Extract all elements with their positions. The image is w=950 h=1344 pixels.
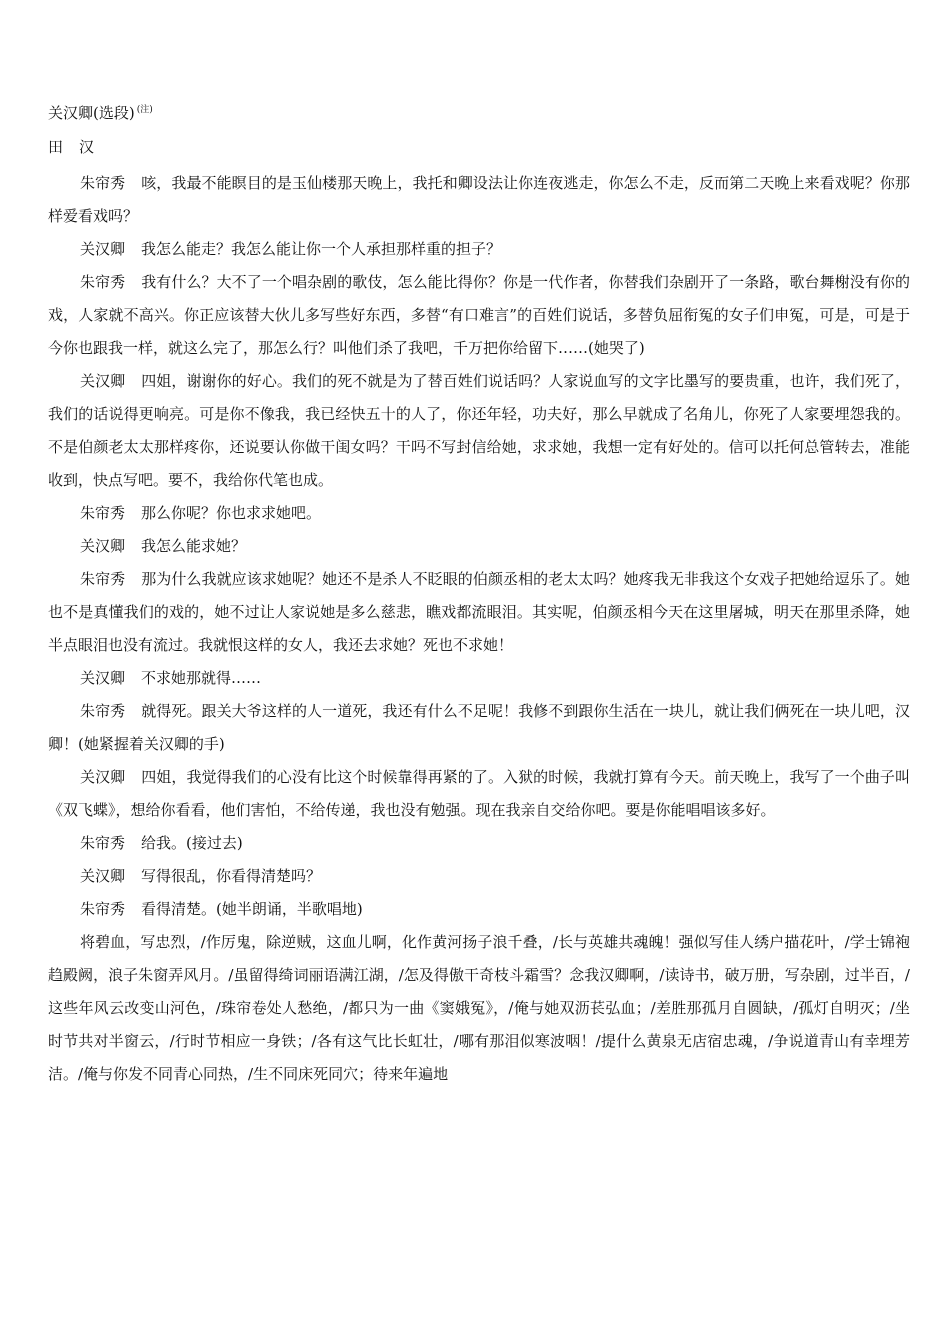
speaker-name: 朱帘秀 bbox=[80, 504, 126, 522]
document-title bbox=[48, 96, 910, 127]
dialogue-line bbox=[48, 662, 910, 695]
speaker-name: 关汉卿 bbox=[80, 768, 126, 786]
line-text: 那为什么我就应该求她呢？她还不是杀人不眨眼的伯颜丞相的老太太吗？她疼我无非我这个女戏子把她给逗乐了。她也不是真懂我们的戏的，她不过让人家说她是多么慈悲，瞧戏都流眼泪。其实呢，伯颜丞相今天在这里屠城，明天在那里杀降，她半点眼泪也没有流过。我就恨这样的女人，我还去求她？死也不求她！ bbox=[48, 570, 910, 654]
speaker-name: 朱帘秀 bbox=[80, 174, 126, 192]
line-text: 给我。(接过去) bbox=[141, 834, 243, 852]
speaker-name: 朱帘秀 bbox=[80, 834, 126, 852]
dialogue-line bbox=[48, 695, 910, 761]
lyrics-text: 将碧血，写忠烈，/作厉鬼，除逆贼，这血儿啊，化作黄河扬子浪千叠，/长与英雄共魂魄！强似写佳人绣户描花叶，/学士锦袍趋殿阙，浪子朱窗弄风月。/虽留得绮词丽语满江湖，/怎及得傲干奇枝斗霜雪？念我汉卿啊，/读诗书，破万册，写杂剧，过半百，/这些年风云改变山河色，/珠帘卷处人愁绝，/都只为一曲《窦娥冤》，/俺与她双沥苌弘血；/差胜那孤月自圆缺，/孤灯自明灭；/坐时节共对半窗云，/行时节相应一身铁；/各有这气比长虹壮，/哪有那泪似寒波咽！/提什么黄泉无店宿忠魂，/争说道青山有幸埋芳洁。/俺与你发不同青心同热，/生不同床死同穴；待来年遍地 bbox=[48, 933, 910, 1083]
speaker-name: 朱帘秀 bbox=[80, 900, 126, 918]
line-text: 咳，我最不能瞑目的是玉仙楼那天晚上，我托和卿设法让你连夜逃走，你怎么不走，反而第二天晚上来看戏呢？你那样爱看戏吗？ bbox=[48, 174, 910, 225]
dialogue-line bbox=[48, 893, 910, 926]
dialogue-line bbox=[48, 761, 910, 827]
author-name bbox=[48, 133, 910, 161]
title-text: 关汉卿(选段) bbox=[48, 104, 135, 122]
speaker-name: 关汉卿 bbox=[80, 867, 126, 885]
speaker-name: 朱帘秀 bbox=[80, 702, 126, 720]
line-text: 我怎么能求她？ bbox=[141, 537, 247, 555]
lyrics-paragraph bbox=[48, 926, 910, 1091]
speaker-name: 关汉卿 bbox=[80, 240, 126, 258]
document-page bbox=[48, 96, 910, 1091]
title-footnote-marker: (注) bbox=[136, 105, 153, 115]
author-name-first: 田 bbox=[48, 138, 64, 156]
line-text: 那么你呢？你也求求她吧。 bbox=[141, 504, 322, 522]
line-text: 写得很乱，你看得清楚吗？ bbox=[141, 867, 322, 885]
dialogue-line bbox=[48, 563, 910, 662]
speaker-name: 朱帘秀 bbox=[80, 570, 126, 588]
speaker-name: 朱帘秀 bbox=[80, 273, 126, 291]
line-text: 就得死。跟关大爷这样的人一道死，我还有什么不足呢！我修不到跟你生活在一块儿，就让我们俩死在一块儿吧，汉卿！(她紧握着关汉卿的手) bbox=[48, 702, 910, 753]
author-name-second: 汉 bbox=[79, 138, 95, 156]
dialogue-line bbox=[48, 167, 910, 233]
dialogue-line bbox=[48, 530, 910, 563]
line-text: 四姐，谢谢你的好心。我们的死不就是为了替百姓们说话吗？人家说血写的文字比墨写的要贵重，也许，我们死了，我们的话说得更响亮。可是你不像我，我已经快五十的人了，你还年轻，功夫好，那么早就成了名角儿，你死了人家要埋怨我的。不是伯颜老太太那样疼你，还说要认你做干闺女吗？干吗不写封信给她，求求她，我想一定有好处的。信可以托何总管转去，准能收到，快点写吧。要不，我给你代笔也成。 bbox=[48, 372, 910, 489]
line-text: 四姐，我觉得我们的心没有比这个时候靠得再紧的了。入狱的时候，我就打算有今天。前天晚上，我写了一个曲子叫《双飞蝶》，想给你看看，他们害怕，不给传递，我也没有勉强。现在我亲自交给你吧。要是你能唱唱该多好。 bbox=[48, 768, 910, 819]
line-text: 我怎么能走？我怎么能让你一个人承担那样重的担子？ bbox=[141, 240, 502, 258]
line-text: 不求她那就得…… bbox=[141, 669, 262, 687]
dialogue bbox=[48, 167, 910, 1091]
speaker-name: 关汉卿 bbox=[80, 537, 126, 555]
dialogue-line bbox=[48, 266, 910, 365]
dialogue-line bbox=[48, 233, 910, 266]
line-text: 我有什么？大不了一个唱杂剧的歌伎，怎么能比得你？你是一代作者，你替我们杂剧开了一条路，歌台舞榭没有你的戏，人家就不高兴。你正应该替大伙儿多写些好东西，多替“有口难言”的百姓们说话，多替负屈衔冤的女子们申冤，可是，可是于今你也跟我一样，就这么完了，那怎么行？叫他们杀了我吧，千万把你给留下……(她哭了) bbox=[48, 273, 910, 357]
speaker-name: 关汉卿 bbox=[80, 669, 126, 687]
dialogue-line bbox=[48, 860, 910, 893]
speaker-name: 关汉卿 bbox=[80, 372, 126, 390]
dialogue-line bbox=[48, 827, 910, 860]
line-text: 看得清楚。(她半朗诵，半歌唱地) bbox=[141, 900, 363, 918]
dialogue-line bbox=[48, 365, 910, 497]
dialogue-line bbox=[48, 497, 910, 530]
